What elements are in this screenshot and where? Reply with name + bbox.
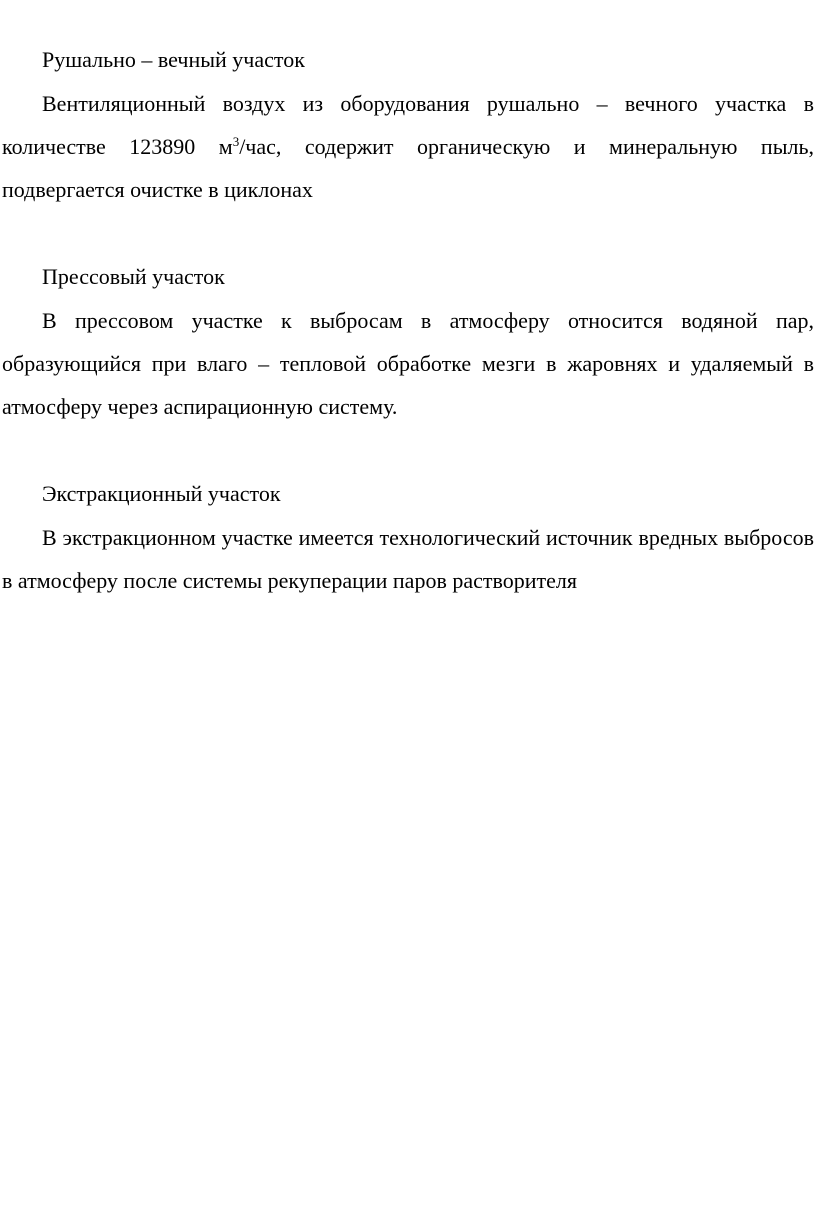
section-paragraph — [2, 82, 814, 211]
superscript-exponent: 3 — [232, 134, 240, 149]
paragraph-text: Вентиляционный воздух из оборудования рушально – вечного участка в количестве 123890 м — [2, 91, 814, 159]
section-heading: Рушально – вечный участок — [42, 47, 305, 72]
section-press — [2, 255, 814, 428]
section-husking — [2, 38, 814, 211]
section-paragraph: В прессовом участке к выбросам в атмосферу относится водяной пар, образующийся при влаго – тепловой обработке мезги в жаровнях и удаляемый в атмосферу через аспирационную систему. — [2, 308, 814, 419]
section-extraction — [2, 472, 814, 602]
paragraph-text: /час, содержит органическую и минеральную пыль, подвергается очистке в циклонах — [2, 134, 814, 202]
section-heading: Экстракционный участок — [42, 481, 281, 506]
section-paragraph: В экстракционном участке имеется технологический источник вредных выбросов в атмосферу после системы рекуперации паров растворителя — [2, 525, 814, 593]
section-heading: Прессовый участок — [42, 264, 225, 289]
